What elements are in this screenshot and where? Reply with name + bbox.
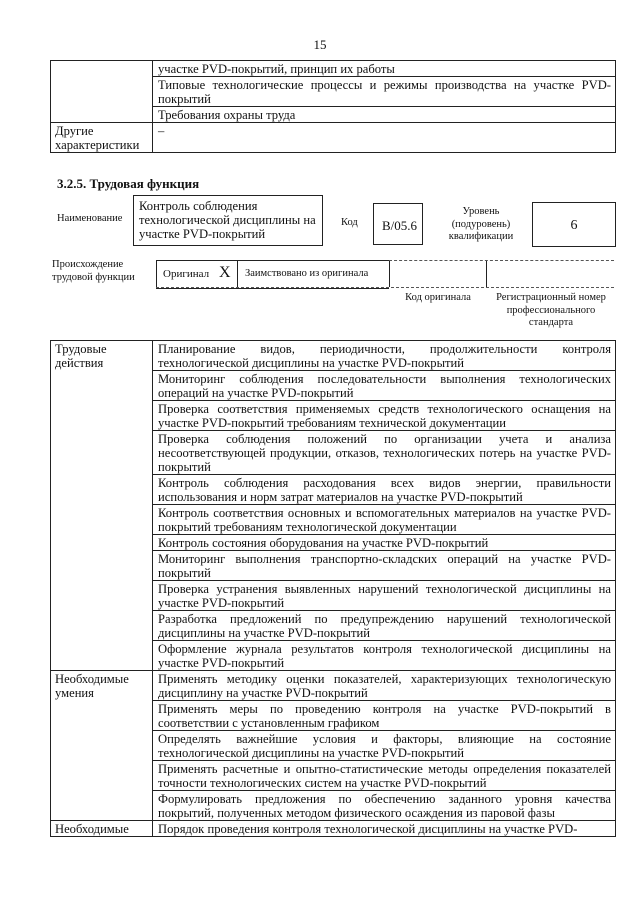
table-row (51, 821, 616, 837)
table-cell: Типовые технологические процессы и режимы производства на участке PVD-покрытий (153, 77, 616, 107)
table-cell: Порядок проведения контроля технологической дисциплины на участке PVD- (153, 821, 616, 837)
table-cell: – (153, 123, 616, 153)
code-value: В/05.6 (382, 218, 418, 233)
page-number: 15 (313, 37, 327, 52)
table-cell: Планирование видов, периодичности, продолжительности контроля технологической дисциплины на участке PVD-покрытий (153, 341, 616, 371)
group-label-actions: Трудовые действия (51, 341, 153, 671)
code-original-label: Код оригинала (405, 292, 471, 303)
section-heading: 3.2.5. Трудовая функция (57, 176, 200, 191)
table-cell: Применять методику оценки показателей, характеризующих технологическую дисциплину на участке PVD-покрытий (153, 671, 616, 701)
table-cell: Определять важнейшие условия и факторы, влияющие на состояние технологической дисциплины на участке PVD-покрытий (153, 731, 616, 761)
code-box (373, 203, 423, 245)
table-cell: Разработка предложений по предупреждению нарушений технологической дисциплины на участке PVD-покрытий (153, 611, 616, 641)
origin-box (156, 260, 389, 289)
table-cell: Мониторинг соблюдения последовательности выполнения технологических операций на участке PVD-покрытий (153, 371, 616, 401)
table-row (51, 61, 616, 77)
table-cell: Оформление журнала результатов контроля технологической дисциплины на участке PVD-покрытий (153, 641, 616, 671)
table-cell: Применять меры по проведению контроля на участке PVD-покрытий в соответствии с установленным графиком (153, 701, 616, 731)
table-cell: Формулировать предложения по обеспечению заданного уровня качества покрытий, полученных методом физического осаждения из паровой фазы (153, 791, 616, 821)
table-cell: Проверка соблюдения положений по организации учета и анализа несоответствующей продукции, отказов, технологических потерь на участке PVD-покрытий (153, 431, 616, 475)
code-original-box (389, 260, 486, 287)
table-label-cell: Другие характеристики (51, 123, 153, 153)
function-name: Контроль соблюдения технологической дисциплины на участке PVD-покрытий (139, 199, 316, 241)
table-cell: Проверка устранения выявленных нарушений технологической дисциплины на участке PVD-покрытий (153, 581, 616, 611)
table-cell: участке PVD-покрытий, принцип их работы (153, 61, 616, 77)
original-label: Оригинал (163, 268, 210, 280)
table-cell: Контроль соблюдения расходования всех видов энергии, правильности использования и норм затрат материалов на участке PVD-покрытий (153, 475, 616, 505)
table-cell: Контроль состояния оборудования на участке PVD-покрытий (153, 535, 616, 551)
original-mark: X (219, 264, 231, 281)
table-row (51, 671, 616, 701)
name-box (133, 195, 323, 246)
reg-number-box (486, 260, 615, 287)
table-cell: Применять расчетные и опытно-статистические методы определения показателей точности технологических систем на участке PVD-покрытий (153, 761, 616, 791)
origin-top-rule (389, 260, 614, 261)
table-label-cell (51, 61, 153, 123)
table-cell: Контроль соответствия основных и вспомогательных материалов на участке PVD-покрытий требованиям технологической документации (153, 505, 616, 535)
labor-function-table (50, 340, 616, 837)
table-cell: Проверка соответствия применяемых средств технологического оснащения на участке PVD-покрытий требованиям технической документации (153, 401, 616, 431)
table-cell: Мониторинг выполнения транспортно-складских операций на участке PVD-покрытий (153, 551, 616, 581)
origin-bottom-rule (156, 287, 614, 288)
name-label: Наименование (57, 213, 123, 224)
characteristics-table-continuation (50, 60, 616, 153)
level-box (532, 202, 616, 247)
reg-number-label: Регистрационный номер профессионального стандарта (496, 292, 606, 328)
table-row (51, 123, 616, 153)
group-label-knowledge: Необходимые (51, 821, 153, 837)
code-label: Код (341, 217, 358, 228)
table-row (51, 341, 616, 371)
borrowed-label: Заимствовано из оригинала (245, 268, 369, 279)
origin-divider (237, 261, 238, 288)
qualification-level-label: Уровень (подуровень) квалификации (448, 206, 514, 242)
origin-label: Происхождение трудовой функции (52, 259, 135, 283)
level-value: 6 (570, 218, 578, 233)
group-label-skills: Необходимые умения (51, 671, 153, 821)
table-cell: Требования охраны труда (153, 107, 616, 123)
